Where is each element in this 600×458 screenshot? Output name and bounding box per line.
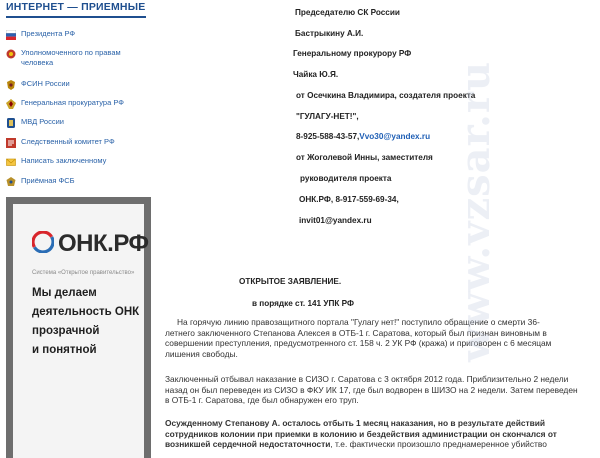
paragraph-line: назад он был переведен из СИЗО в ФКУ ИК 17, где был водворен в ШИЗО на 2 недели. Затем переведен <box>165 384 578 395</box>
prosecutor-emblem-icon <box>6 99 16 109</box>
address-line: руководителя проекта <box>300 174 392 183</box>
sidebar-link-ombudsman[interactable] <box>6 48 150 68</box>
letter-subheading: в порядке ст. 141 УПК РФ <box>252 299 354 308</box>
address-line: от Жоголевой Инны, заместителя <box>296 153 433 162</box>
onk-banner-content <box>13 204 149 458</box>
sidebar-link-label: Следственный комитет РФ <box>21 137 115 146</box>
address-line: Председателю СК России <box>295 8 400 17</box>
sidebar-link-label: МВД России <box>21 117 64 126</box>
onk-banner[interactable] <box>6 197 151 458</box>
paragraph-bold-fragment: возникшей сердечной недостаточности <box>165 439 331 450</box>
sidebar-link-mvd[interactable] <box>6 117 150 128</box>
onk-tagline-line: Мы делаем <box>32 287 97 299</box>
ombudsman-icon <box>6 49 16 59</box>
paragraph-line: сотрудников колонии при приемки в колонию и бездействия администрации он скончался от <box>165 428 557 439</box>
sidebar-divider <box>6 16 146 18</box>
sidebar-link-write-prisoner[interactable] <box>6 156 150 167</box>
paragraph-line: Осужденному Степанову А. осталось отбыть 1 месяц наказания, но в результате действий <box>165 418 546 428</box>
onk-tagline <box>32 284 142 360</box>
onk-logo <box>32 230 149 258</box>
fsb-emblem-icon <box>6 177 16 187</box>
sidebar-link-label: ФСИН России <box>21 79 70 88</box>
address-line: от Осечкина Владимира, создателя проекта <box>296 91 476 100</box>
address-line <box>296 132 430 142</box>
paragraph-line: Заключенный отбывал наказание в СИЗО г. Саратова с 3 октября 2012 года. Приблизительно 2 недели <box>165 374 569 384</box>
sidebar-link-investigative-committee[interactable] <box>6 137 150 148</box>
address-line: "ГУЛАГУ-НЕТ!", <box>296 112 359 121</box>
sk-logo-icon <box>6 138 16 148</box>
sidebar-link-fsin[interactable] <box>6 79 150 90</box>
address-line: ОНК.РФ, 8-917-559-69-34, <box>299 195 399 204</box>
onk-subtitle: Система «Открытое правительство» <box>32 270 135 276</box>
sidebar-title: ИНТЕРНЕТ — ПРИЕМНЫЕ <box>6 1 146 13</box>
sidebar-link-label: Генеральная прокуратура РФ <box>21 98 124 107</box>
paragraph-line: совершении преступления, предусмотренного ст. 158 ч. 2 УК РФ (кража) и приговорен с 6 месяцам <box>165 338 552 349</box>
sidebar-link-label: Президента РФ <box>21 29 76 38</box>
paragraph-2 <box>165 374 578 406</box>
paragraph-fragment: , т.е. фактически произошло преднамеренное убийство <box>330 439 547 450</box>
letter-heading: ОТКРЫТОЕ ЗАЯВЛЕНИЕ. <box>239 277 342 286</box>
address-line: Генеральному прокурору РФ <box>293 49 412 58</box>
address-line: Чайка Ю.Я. <box>293 70 339 79</box>
sidebar-link-label-line1: Уполномоченного по правам <box>21 48 121 57</box>
address-line: Бастрыкину А.И. <box>295 29 364 38</box>
onk-logo-icon <box>32 231 54 258</box>
onk-logo-text: ОНК.РФ <box>58 230 149 257</box>
mvd-emblem-icon <box>6 118 16 128</box>
sidebar-link-label: Приёмная ФСБ <box>21 176 75 185</box>
sidebar-link-prosecutor[interactable] <box>6 98 150 109</box>
paragraph-line <box>165 439 557 450</box>
email-link[interactable]: Vvo30@yandex.ru <box>359 132 431 141</box>
sidebar-link-label: Написать заключенному <box>21 156 107 165</box>
envelope-icon <box>6 157 16 167</box>
paragraph-line: в ОТБ-1 г. Саратова, где был обнаружен его труп. <box>165 395 359 406</box>
paragraph-line: лишения свободы. <box>165 348 238 359</box>
paragraph-line: летнего заключенного Степанова Алексея в ОТБ-1 г. Саратова, который был признан виновным в <box>165 327 547 338</box>
onk-tagline-line: и понятной <box>32 344 97 356</box>
sidebar-link-label <box>21 48 121 68</box>
sidebar <box>0 0 150 458</box>
address-line: invit01@yandex.ru <box>299 216 372 225</box>
onk-tagline-line: деятельность ОНК <box>32 306 140 318</box>
fsin-emblem-icon <box>6 80 16 90</box>
paragraph-line: На горячую линию правозащитного портала "Гулагу нет!" поступило обращение о смерти 36- <box>177 317 540 327</box>
phone-text: 8-925-588-43-57, <box>296 132 360 141</box>
coat-of-arms-icon <box>6 30 16 40</box>
sidebar-link-fsb[interactable] <box>6 176 150 187</box>
sidebar-link-president[interactable] <box>6 29 150 40</box>
onk-tagline-line: прозрачной <box>32 325 100 337</box>
sidebar-link-label-line2: человека <box>21 58 54 67</box>
paragraph-3 <box>165 418 557 450</box>
site-watermark: www.vzsar.ru <box>452 60 499 362</box>
